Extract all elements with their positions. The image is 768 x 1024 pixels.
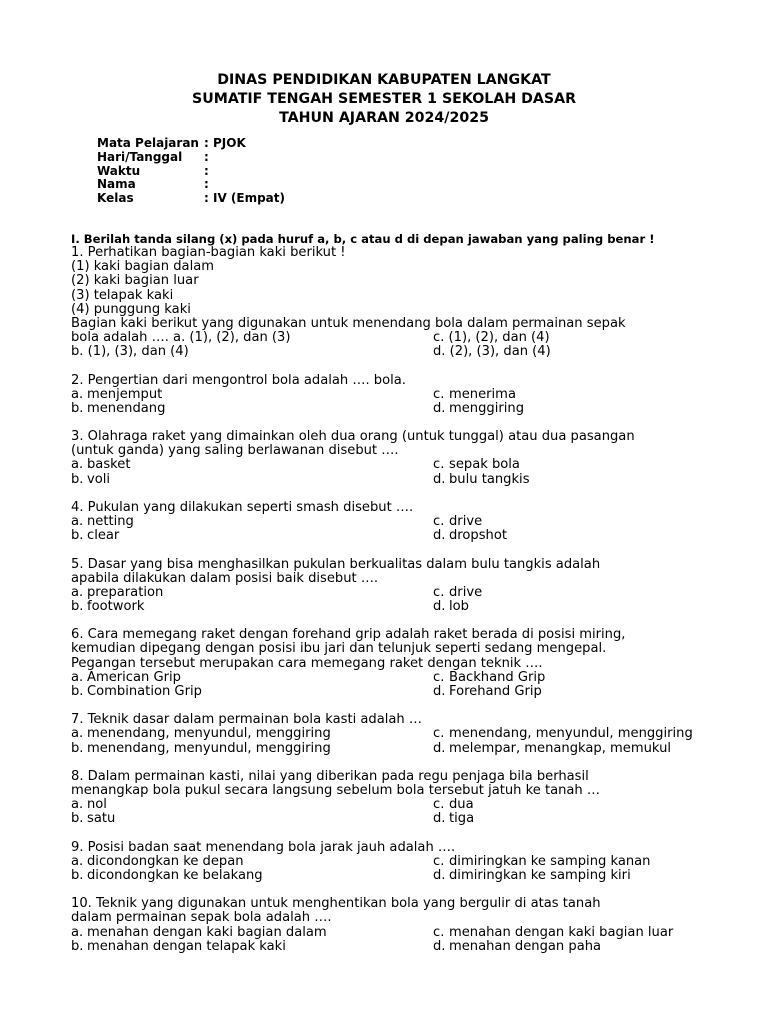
question-7	[71, 713, 761, 755]
question-text	[71, 374, 761, 388]
option-row	[71, 812, 761, 826]
option-c[interactable]: c. (1), (2), dan (4)	[433, 330, 550, 346]
question-text	[71, 558, 761, 572]
option-row	[71, 798, 761, 812]
option-letter: d.	[433, 471, 446, 487]
question-number: 6.	[71, 627, 88, 643]
option-letter: d.	[433, 400, 446, 416]
option-text: tiga	[449, 811, 475, 827]
question-text	[71, 770, 761, 784]
identity-row-time	[97, 165, 285, 179]
option-text: menahan dengan kaki bagian dalam	[87, 924, 327, 940]
instruction-text: I. Berilah tanda silang (x) pada huruf a, b, c atau d di depan jawaban yang paling benar !	[71, 232, 655, 246]
option-text: satu	[87, 811, 116, 827]
option-row	[71, 742, 761, 756]
option-a[interactable]	[71, 671, 433, 685]
option-c[interactable]	[433, 388, 516, 402]
exam-header	[0, 71, 768, 128]
option-d[interactable]	[433, 685, 542, 699]
option-text: voli	[87, 471, 111, 487]
option-letter: d.	[433, 599, 446, 614]
option-text: dicondongkan ke belakang	[87, 867, 263, 883]
option-letter: b.	[71, 740, 84, 756]
spacer	[71, 487, 761, 501]
option-row	[71, 940, 761, 954]
list-item: (1) kaki bagian dalam	[71, 259, 214, 275]
option-d[interactable]	[433, 869, 631, 883]
question-stem: Posisi badan saat menendang bola jarak jauh adalah ….	[87, 839, 456, 855]
question-text	[71, 628, 761, 642]
option-c[interactable]	[433, 671, 545, 685]
option-b[interactable]: b. (1), (3), dan (4)	[71, 344, 189, 360]
question-text: (untuk ganda) yang saling berlawanan disebut ….	[71, 443, 399, 459]
option-row	[71, 600, 761, 614]
question-text: menangkap bola pukul secara langsung sebelum bola tersebut jatuh ke tanah …	[71, 782, 600, 798]
option-letter: b.	[71, 867, 84, 883]
option-c[interactable]	[433, 515, 482, 529]
question-text: 1. Perhatikan bagian-bagian kaki berikut !	[71, 245, 346, 261]
option-text: nol	[87, 797, 107, 813]
option-letter: d.	[433, 938, 446, 954]
identity-row-name	[97, 178, 285, 192]
option-text: dimiringkan ke samping kiri	[449, 867, 631, 883]
option-a[interactable]	[71, 458, 433, 472]
option-letter: a.	[71, 924, 84, 940]
question-5	[71, 558, 761, 615]
question-stem: Dasar yang bisa menghasilkan pukulan berkualitas dalam bulu tangkis adalah	[87, 556, 601, 572]
option-d[interactable]	[433, 473, 530, 487]
question-text	[71, 430, 761, 444]
option-letter: a.	[71, 457, 84, 473]
question-6	[71, 628, 761, 699]
identity-table	[97, 137, 285, 206]
option-letter: b.	[71, 683, 84, 699]
question-stem: Olahraga raket yang dimainkan oleh dua orang (untuk tunggal) atau dua pasangan	[87, 429, 635, 445]
question-list	[71, 232, 761, 954]
question-number: 10.	[71, 896, 96, 912]
identity-value: :	[204, 149, 209, 164]
spacer	[71, 883, 761, 897]
option-c[interactable]	[433, 798, 474, 812]
option-text: footwork	[87, 599, 145, 614]
identity-label: Hari/Tanggal	[97, 149, 183, 164]
option-b[interactable]	[71, 473, 433, 487]
option-text: preparation	[87, 584, 164, 600]
option-b[interactable]	[71, 402, 433, 416]
option-a[interactable]	[71, 586, 433, 600]
list-item: (3) telapak kaki	[71, 287, 174, 303]
option-text: menahan dengan paha	[449, 938, 602, 954]
option-a[interactable]	[71, 855, 433, 869]
option-row	[71, 515, 761, 529]
option-text: netting	[87, 514, 134, 530]
identity-value: : PJOK	[204, 136, 246, 150]
option-text: menerima	[449, 386, 516, 402]
option-a[interactable]	[71, 926, 433, 940]
identity-label: Kelas	[97, 191, 134, 206]
option-c[interactable]	[433, 586, 482, 600]
option-b[interactable]	[71, 685, 433, 699]
option-letter: b.	[71, 400, 84, 416]
option-row	[71, 926, 761, 940]
option-text: basket	[87, 457, 131, 473]
option-text: bulu tangkis	[449, 471, 530, 487]
identity-label: Mata Pelajaran	[97, 136, 199, 150]
list-item: (4) punggung kaki	[71, 301, 191, 317]
question-2	[71, 374, 761, 416]
option-row	[71, 473, 761, 487]
option-b[interactable]	[71, 600, 433, 614]
question-text: kemudian dipegang dengan posisi ibu jari dan telunjuk seperti sedang mengepal.	[71, 641, 607, 657]
spacer	[71, 826, 761, 840]
option-text: dicondongkan ke depan	[87, 853, 244, 869]
option-d[interactable]	[433, 600, 469, 614]
option-b[interactable]	[71, 869, 433, 883]
question-number: 5.	[71, 556, 88, 572]
option-text: menendang, menyundul, menggiring	[87, 740, 331, 756]
spacer	[71, 699, 761, 713]
option-d[interactable]	[433, 940, 601, 954]
question-text	[71, 897, 761, 911]
option-row	[71, 331, 761, 345]
option-letter: d.	[433, 740, 446, 756]
option-letter: b.	[71, 471, 84, 487]
option-text: drive	[449, 514, 483, 530]
option-row	[71, 869, 761, 883]
option-text: menahan dengan kaki bagian luar	[449, 924, 674, 940]
spacer	[71, 543, 761, 557]
option-b[interactable]	[71, 742, 433, 756]
option-letter: d.	[433, 528, 446, 544]
option-a[interactable]	[71, 727, 433, 741]
identity-row-date	[97, 151, 285, 165]
option-letter: b.	[71, 811, 84, 827]
question-text: Bagian kaki berikut yang digunakan untuk menendang bola dalam permainan sepak	[71, 315, 626, 331]
option-letter: c.	[433, 924, 445, 940]
option-text: menendang, menyundul, menggiring	[449, 726, 693, 742]
identity-value: :	[204, 163, 209, 178]
option-letter: d.	[433, 683, 446, 699]
identity-row-class	[97, 192, 285, 206]
option-letter: c.	[433, 669, 445, 685]
question-text	[71, 841, 761, 855]
question-number: 9.	[71, 839, 88, 855]
question-number: 4.	[71, 499, 88, 515]
option-letter: d.	[433, 867, 446, 883]
option-text: Backhand Grip	[449, 669, 546, 685]
option-a[interactable]	[71, 515, 433, 529]
option-text: Combination Grip	[87, 683, 202, 699]
option-text: clear	[87, 528, 120, 544]
option-text: sepak bola	[449, 457, 520, 473]
option-letter: b.	[71, 938, 84, 954]
header-line-2: SUMATIF TENGAH SEMESTER 1 SEKOLAH DASAR	[191, 91, 577, 107]
question-text: Pegangan tersebut merupakan cara memegang raket dengan teknik ….	[71, 655, 543, 671]
option-d[interactable]	[433, 529, 507, 543]
option-text: drive	[449, 584, 483, 600]
option-row	[71, 685, 761, 699]
option-text: menendang	[87, 400, 166, 416]
question-text: bola adalah …. a. (1), (2), dan (3)	[71, 330, 291, 346]
option-letter: a.	[71, 726, 84, 742]
question-stem: Pukulan yang dilakukan seperti smash disebut ….	[87, 499, 414, 515]
option-row	[71, 586, 761, 600]
question-stem: Dalam permainan kasti, nilai yang diberikan pada regu penjaga bila berhasil	[87, 768, 589, 784]
option-letter: a.	[71, 386, 84, 402]
spacer	[71, 614, 761, 628]
header-line-1: DINAS PENDIDIKAN KABUPATEN LANGKAT	[217, 72, 551, 88]
option-text: menendang, menyundul, menggiring	[87, 726, 331, 742]
question-text	[71, 501, 761, 515]
option-text: dua	[449, 797, 474, 813]
option-c[interactable]	[433, 855, 650, 869]
question-number: 8.	[71, 768, 88, 784]
option-text: menggiring	[449, 400, 525, 416]
question-text: dalam permainan sepak bola adalah ….	[71, 910, 332, 926]
option-letter: c.	[433, 853, 445, 869]
option-letter: d.	[433, 811, 446, 827]
question-8	[71, 770, 761, 827]
list-item: (2) kaki bagian luar	[71, 273, 199, 289]
option-letter: b.	[71, 599, 84, 614]
option-text: dimiringkan ke samping kanan	[449, 853, 651, 869]
identity-label: Nama	[97, 177, 136, 192]
identity-row-subject	[97, 137, 285, 151]
option-letter: c.	[433, 457, 445, 473]
option-b[interactable]	[71, 940, 433, 954]
option-a[interactable]	[71, 388, 433, 402]
option-b[interactable]	[71, 812, 433, 826]
question-number: 3.	[71, 429, 88, 445]
option-letter: a.	[71, 514, 84, 530]
question-number: 7.	[71, 712, 88, 728]
question-stem: Teknik dasar dalam permainan bola kasti adalah …	[87, 712, 422, 728]
option-d[interactable]	[433, 812, 474, 826]
option-text: menahan dengan telapak kaki	[87, 938, 286, 954]
identity-label: Waktu	[97, 163, 141, 178]
spacer	[71, 359, 761, 373]
option-text: Forehand Grip	[449, 683, 542, 699]
identity-value: :	[204, 177, 209, 192]
option-row	[71, 671, 761, 685]
question-group	[71, 359, 761, 953]
option-letter: c.	[433, 386, 445, 402]
option-letter: c.	[433, 726, 445, 742]
option-letter: a.	[71, 853, 84, 869]
option-letter: a.	[71, 584, 84, 600]
question-stem: Cara memegang raket dengan forehand grip adalah raket berada di posisi miring,	[87, 627, 626, 643]
option-letter: c.	[433, 797, 445, 813]
question-text: apabila dilakukan dalam posisi baik disebut ….	[71, 570, 379, 586]
question-stem: Teknik yang digunakan untuk menghentikan bola yang bergulir di atas tanah	[96, 896, 601, 912]
option-letter: b.	[71, 528, 84, 544]
question-1	[71, 246, 761, 359]
option-c[interactable]	[433, 727, 693, 741]
question-stem: Pengertian dari mengontrol bola adalah …. bola.	[87, 372, 406, 388]
option-row	[71, 529, 761, 543]
option-a[interactable]	[71, 798, 433, 812]
option-letter: c.	[433, 584, 445, 600]
option-text: melempar, menangkap, memukul	[449, 740, 672, 756]
option-d[interactable]	[433, 402, 524, 416]
spacer	[71, 416, 761, 430]
option-row	[71, 458, 761, 472]
option-row	[71, 855, 761, 869]
option-text: menjemput	[87, 386, 163, 402]
option-row	[71, 388, 761, 402]
question-text	[71, 713, 761, 727]
question-number: 2.	[71, 372, 88, 388]
question-3	[71, 430, 761, 487]
question-10	[71, 897, 761, 954]
option-letter: a.	[71, 669, 84, 685]
option-row	[71, 345, 761, 359]
option-c[interactable]	[433, 926, 673, 940]
option-c[interactable]	[433, 458, 520, 472]
option-letter: c.	[433, 514, 445, 530]
option-text: lob	[449, 599, 469, 614]
header-line-3: TAHUN AJARAN 2024/2025	[279, 110, 489, 126]
identity-value: : IV (Empat)	[204, 191, 285, 206]
option-row	[71, 727, 761, 741]
spacer	[71, 756, 761, 770]
option-d[interactable]	[433, 742, 671, 756]
option-d[interactable]: d. (2), (3), dan (4)	[433, 344, 551, 360]
option-row	[71, 402, 761, 416]
question-9	[71, 841, 761, 883]
question-4	[71, 501, 761, 543]
option-text: dropshot	[449, 528, 507, 544]
option-b[interactable]	[71, 529, 433, 543]
option-text: American Grip	[87, 669, 181, 685]
option-letter: a.	[71, 797, 84, 813]
